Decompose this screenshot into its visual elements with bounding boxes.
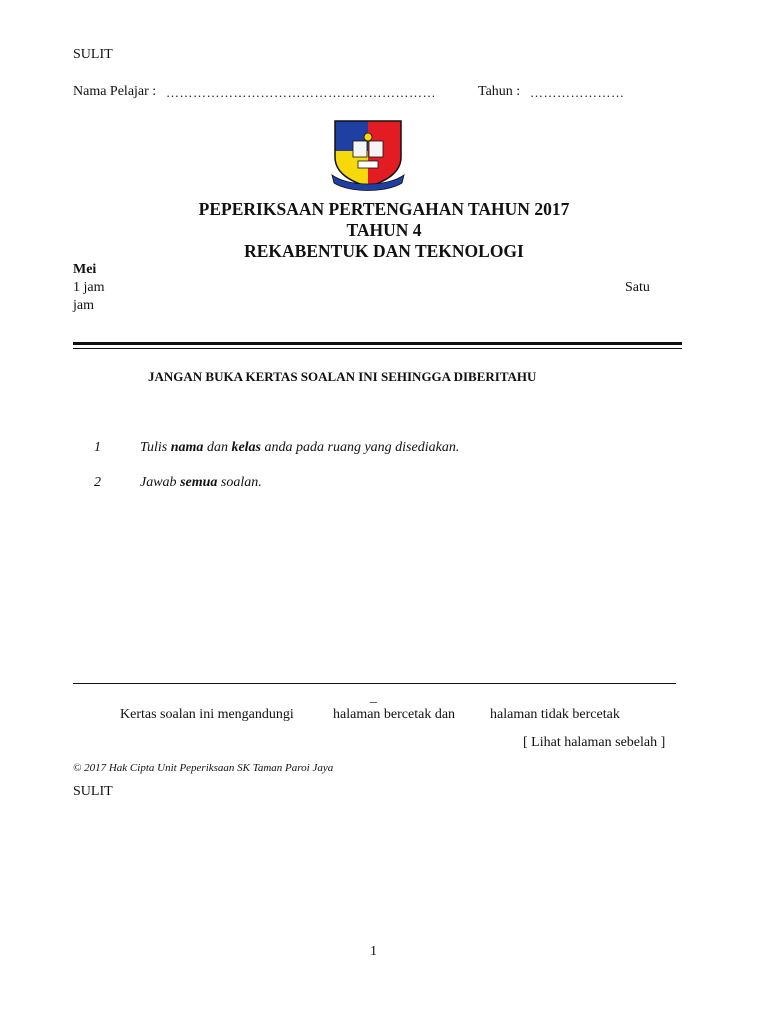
page-count-text-3: halaman tidak bercetak — [490, 707, 620, 722]
instruction-text: Tulis nama dan kelas anda pada ruang yang disediakan. — [140, 440, 460, 455]
page-number: 1 — [370, 944, 377, 959]
classification-top: SULIT — [73, 47, 113, 62]
school-crest-logo — [328, 117, 408, 195]
divider-thick — [73, 342, 682, 345]
copyright-notice: © 2017 Hak Cipta Unit Peperiksaan SK Taman Paroi Jaya — [73, 762, 334, 774]
exam-duration-wrap: jam — [73, 298, 94, 313]
exam-subject: REKABENTUK DAN TEKNOLOGI — [244, 241, 524, 261]
year-label: Tahun : — [478, 84, 521, 99]
instruction-number: 1 — [94, 440, 101, 455]
see-next-page: [ Lihat halaman sebelah ] — [523, 735, 666, 750]
page-count-text-1: Kertas soalan ini mengandungi — [120, 707, 294, 722]
instruction-text: Jawab semua soalan. — [140, 475, 262, 490]
page-count-text-2: halaman bercetak dan — [333, 707, 456, 722]
classification-bottom: SULIT — [73, 784, 113, 799]
footer-divider — [73, 683, 676, 684]
year-field[interactable]: ………………… — [530, 85, 625, 100]
exam-duration: 1 jam — [73, 280, 105, 295]
exam-year-level: TAHUN 4 — [346, 220, 422, 240]
instruction-number: 2 — [94, 475, 101, 490]
exam-title: PEPERIKSAAN PERTENGAHAN TAHUN 2017 — [198, 199, 570, 219]
warning-notice: JANGAN BUKA KERTAS SOALAN INI SEHINGGA DIBERITAHU — [148, 369, 537, 384]
student-name-label: Nama Pelajar : — [73, 84, 157, 99]
divider-thin — [73, 348, 682, 349]
exam-month: Mei — [73, 262, 97, 277]
exam-duration-words: Satu — [625, 280, 650, 295]
underscore-mark: _ — [370, 690, 377, 705]
student-name-field[interactable]: …………………………………………………… — [166, 85, 436, 100]
